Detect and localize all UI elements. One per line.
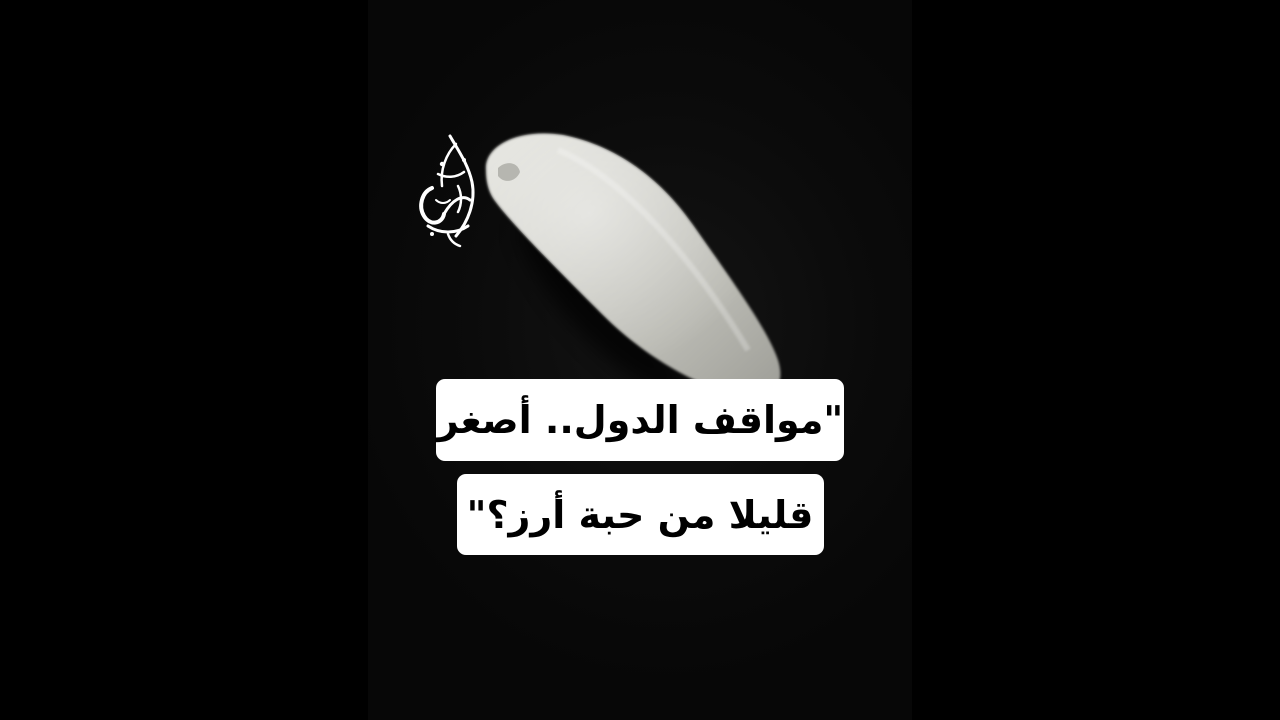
caption-line-1 xyxy=(0,379,1280,461)
al-jazeera-calligraphy-icon xyxy=(412,130,488,250)
caption-text-1: "مواقف الدول.. أصغر xyxy=(436,398,844,442)
rice-grain-image xyxy=(368,0,912,720)
caption-box-1 xyxy=(436,379,844,461)
al-jazeera-logo xyxy=(412,130,488,250)
caption-box-2 xyxy=(457,474,824,555)
rice-grain-photo xyxy=(368,0,912,720)
caption-line-2 xyxy=(0,474,1280,555)
caption-text-2: قليلا من حبة أرز؟" xyxy=(466,492,814,537)
